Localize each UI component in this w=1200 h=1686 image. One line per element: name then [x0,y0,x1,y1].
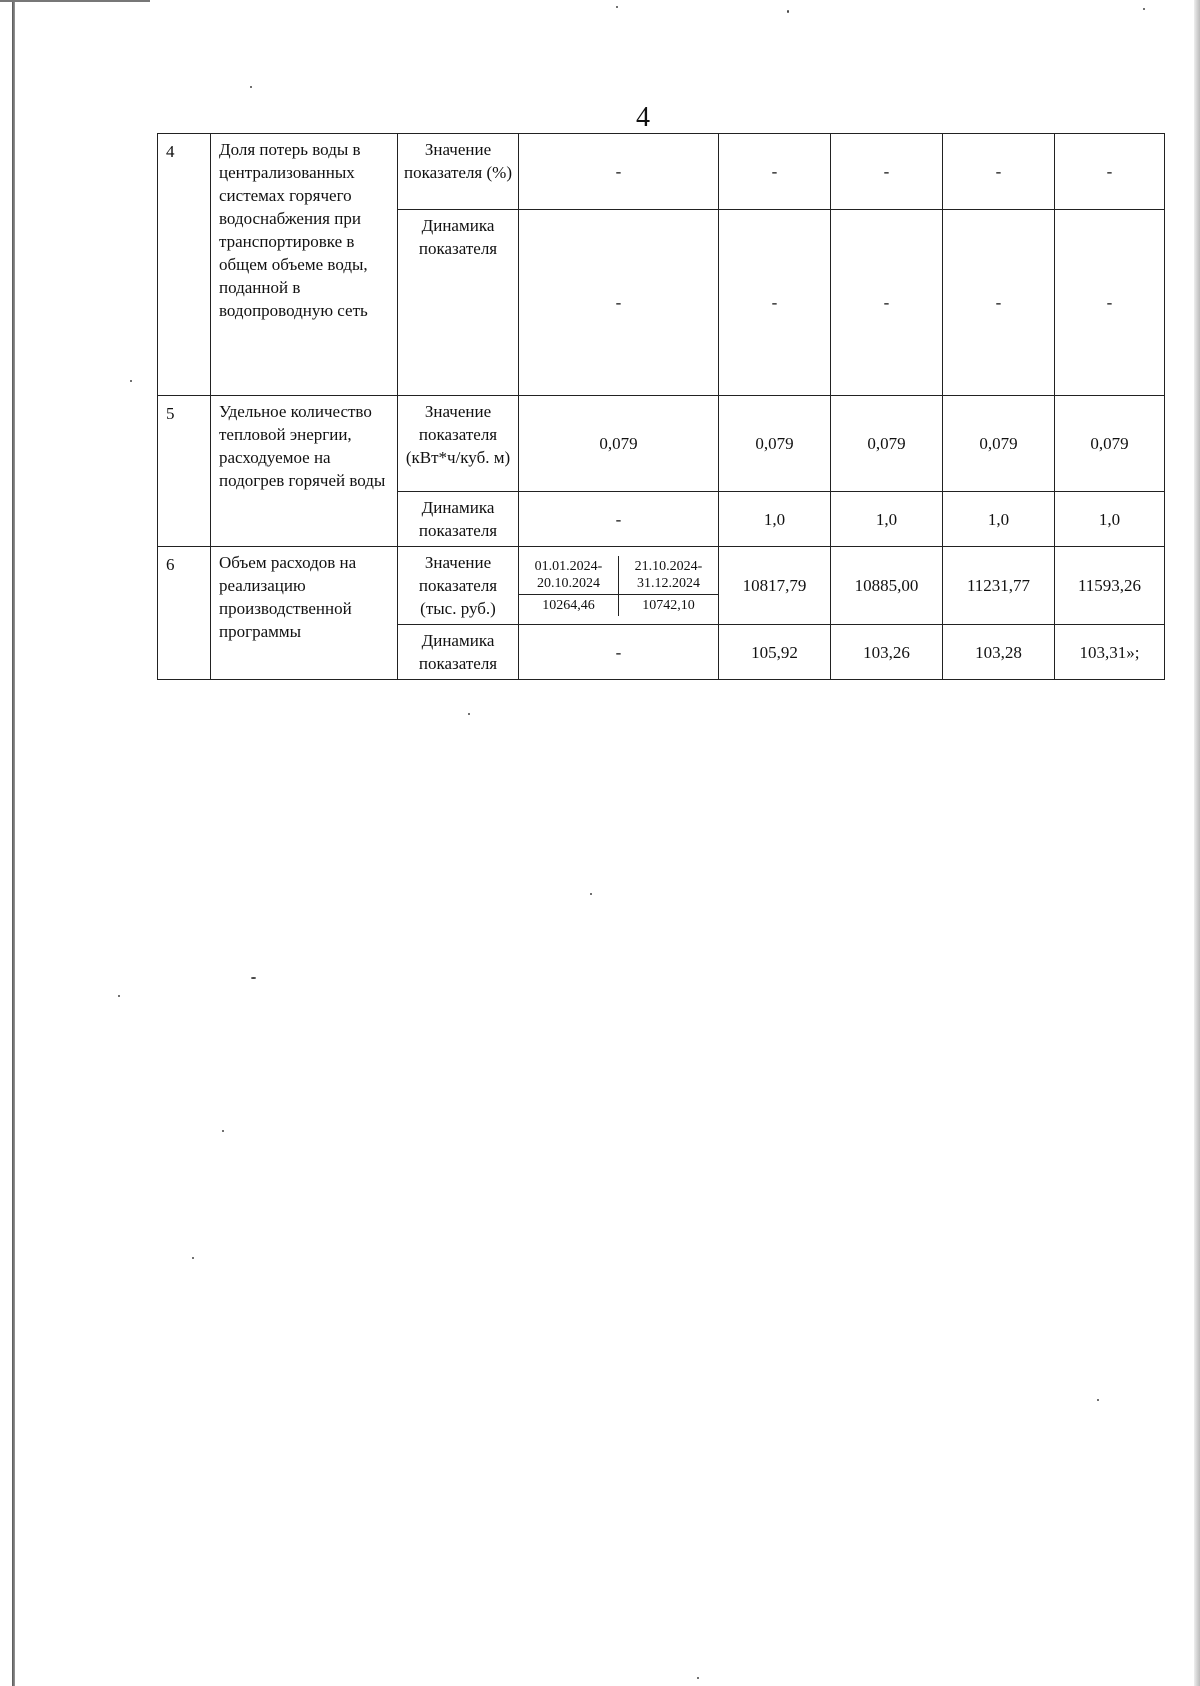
period-label: 21.10.2024-31.12.2024 [619,556,719,595]
scan-speck [222,1130,224,1132]
dynamics-cell: - [519,210,719,396]
value-cell: - [1055,134,1165,210]
value-label: Значение показателя (%) [398,134,519,210]
table-row [158,396,1165,492]
value-cell: - [831,134,943,210]
period-label: 01.01.2024-20.10.2024 [519,556,619,595]
scan-speck [616,6,618,8]
value-cell: - [519,134,719,210]
dynamics-cell: 1,0 [831,492,943,547]
scan-speck [787,10,789,13]
value-cell: 0,079 [943,396,1055,492]
scan-speck [1097,1399,1099,1401]
scan-speck [251,977,256,979]
value-cell: - [943,134,1055,210]
value-cell: - [719,134,831,210]
scan-speck [697,1677,699,1679]
dynamics-cell: 1,0 [719,492,831,547]
value-cell: 0,079 [519,396,719,492]
dynamics-cell: - [519,625,719,680]
period-split-cell [519,547,719,625]
dynamics-label: Динамика показателя [398,492,519,547]
row-number: 6 [158,547,211,680]
value-cell: 11231,77 [943,547,1055,625]
dynamics-cell: 105,92 [719,625,831,680]
scan-speck [192,1257,194,1259]
dynamics-cell: - [943,210,1055,396]
page-number: 4 [636,102,650,133]
scan-speck [468,713,470,715]
dynamics-cell: - [719,210,831,396]
dynamics-label: Динамика показателя [398,210,519,396]
dynamics-cell: 103,26 [831,625,943,680]
indicator-name: Доля потерь воды в централизованных системах горячего водоснабжения при транспортировке в общем объеме воды, поданной в водопроводную сеть [211,134,398,396]
dynamics-cell: 103,31»; [1055,625,1165,680]
dynamics-cell: - [1055,210,1165,396]
dynamics-cell: - [831,210,943,396]
period-subtable [519,556,718,616]
value-cell: 10817,79 [719,547,831,625]
value-cell: 0,079 [1055,396,1165,492]
table-row [158,134,1165,210]
value-cell: 0,079 [719,396,831,492]
period-value: 10742,10 [642,597,695,613]
value-label: Значение показателя (кВт*ч/куб. м) [398,396,519,492]
dynamics-cell: - [519,492,719,547]
scan-right-edge [1194,0,1200,1686]
row-number: 4 [158,134,211,396]
indicator-name: Удельное количество тепловой энергии, расходуемое на подогрев горячей воды [211,396,398,547]
scan-speck [250,86,252,88]
scan-speck [118,995,120,997]
dynamics-cell: 1,0 [943,492,1055,547]
scan-speck [1143,8,1145,10]
period-value: 10264,46 [519,594,619,616]
dynamics-label: Динамика показателя [398,625,519,680]
value-cell: 10885,00 [831,547,943,625]
table-row [158,547,1165,625]
dynamics-cell: 103,28 [943,625,1055,680]
value-label: Значение показателя (тыс. руб.) [398,547,519,625]
dynamics-cell: 1,0 [1055,492,1165,547]
value-cell: 0,079 [831,396,943,492]
scan-speck [590,893,592,895]
value-cell: 11593,26 [1055,547,1165,625]
scan-top-edge [0,0,150,2]
indicator-name: Объем расходов на реализацию производственной программы [211,547,398,680]
scan-speck [130,380,132,382]
indicators-table [157,133,1165,680]
row-number: 5 [158,396,211,547]
scan-left-edge [12,0,15,1686]
